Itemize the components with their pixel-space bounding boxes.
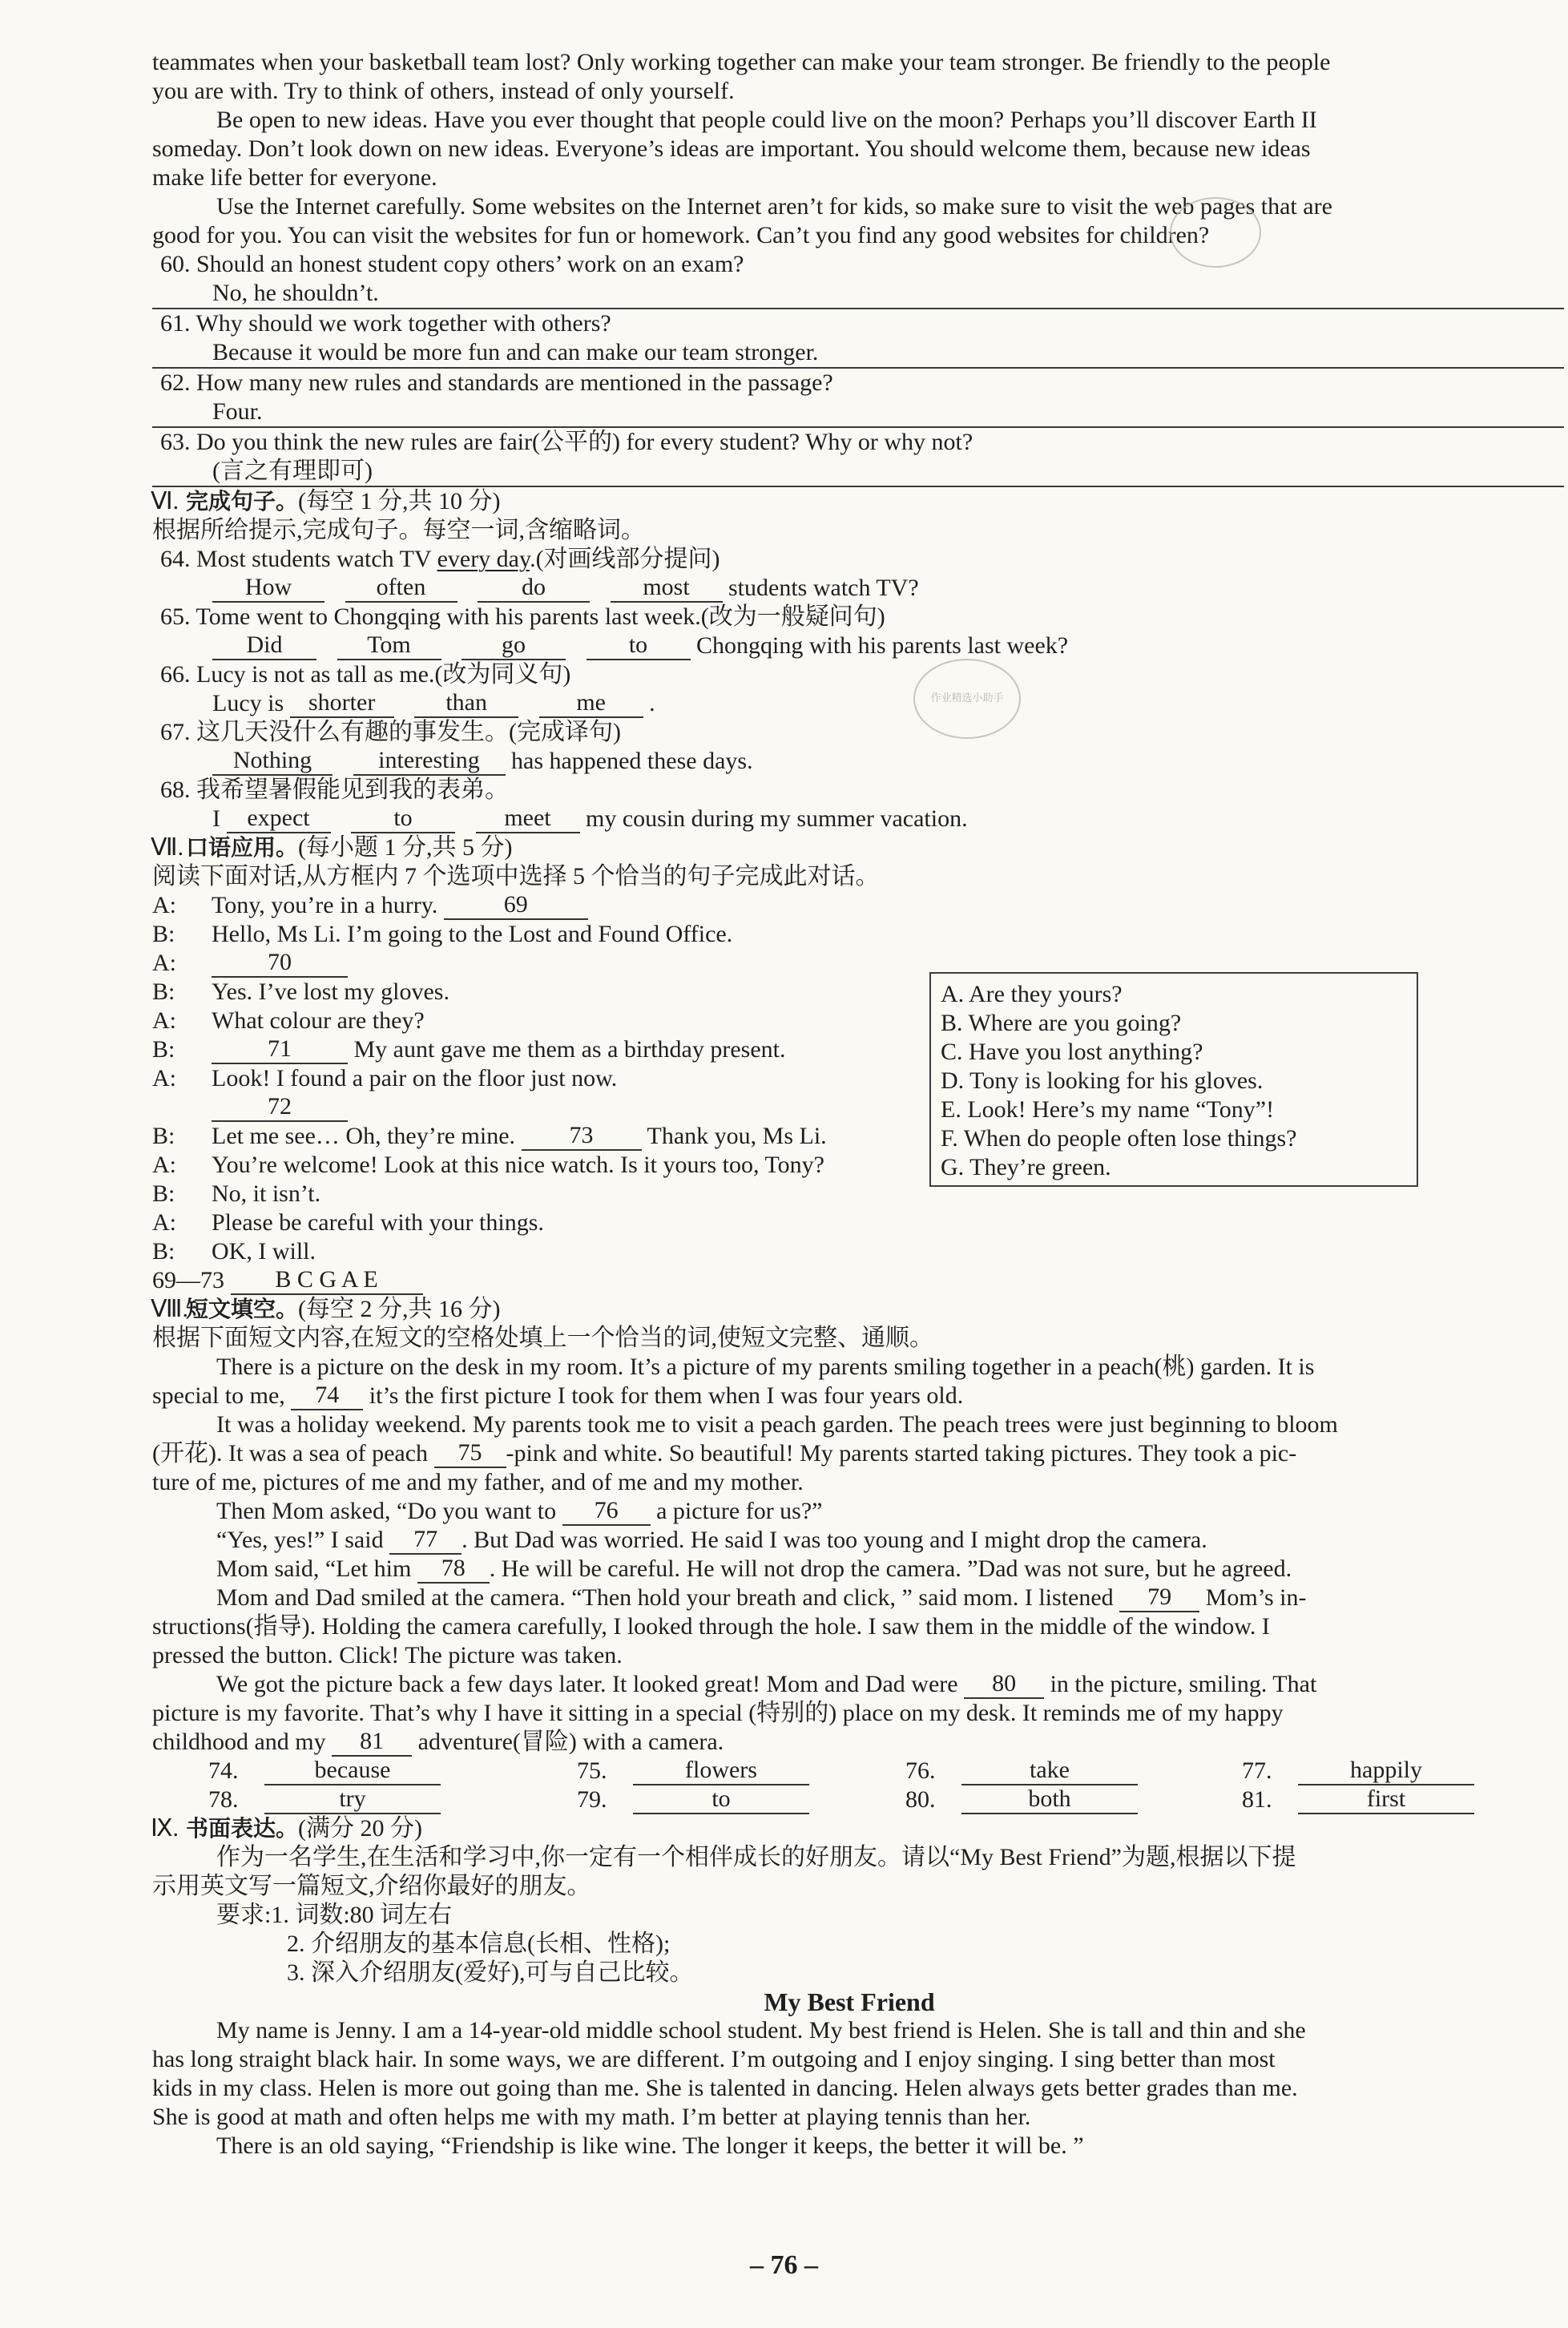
- cloze-line: “Yes, yes!” I said 77 . But Dad was worried. He said I was too young and I might drop the camera.: [216, 1526, 1207, 1553]
- writing-prompt: 作为一名学生,在生活和学习中,你一定有一个相伴成长的好朋友。请以“My Best Friend”为题,根据以下提: [216, 1844, 1296, 1870]
- answer-66: Lucy is shorter than me .: [212, 689, 655, 716]
- question-63: [152, 428, 1546, 457]
- answer-blank[interactable]: often: [345, 574, 458, 603]
- answer-blank[interactable]: to: [351, 805, 455, 833]
- cloze-answer-row: 74. because 75. flowers 76. take 77. happily: [152, 1757, 1546, 1785]
- watermark-stamp: 作业精选小助手: [913, 659, 1021, 739]
- section-heading: Ⅸ. 书面表达。(满分 20 分): [151, 1815, 422, 1842]
- dialogue-line: A: Please be careful with your things.: [152, 1209, 544, 1236]
- passage-line: teammates when your basketball team lost? Only working together can make your team stronger. Be friendly to the people: [152, 49, 1331, 75]
- cloze-answer[interactable]: flowers: [633, 1757, 809, 1785]
- answer-blank[interactable]: 69: [444, 891, 588, 920]
- cloze-answer[interactable]: happily: [1298, 1757, 1474, 1785]
- question-number: 62.: [160, 369, 191, 396]
- cloze-blank[interactable]: 78: [417, 1555, 490, 1584]
- cloze-line: childhood and my 81 adventure(冒险) with a camera.: [152, 1728, 724, 1755]
- cloze-line: structions(指导). Holding the camera carefully, I looked through the hole. I saw them in the middle of the window. I: [152, 1613, 1270, 1640]
- question-60: [152, 250, 1546, 279]
- section-8: [152, 1295, 1546, 1814]
- passage-line: someday. Don’t look down on new ideas. Everyone’s ideas are important. You should welcome them, because new ideas: [152, 135, 1311, 162]
- answer-blank[interactable]: interesting: [353, 747, 506, 776]
- answer-67: Nothing interesting has happened these days.: [152, 747, 1546, 776]
- answer-blank[interactable]: do: [478, 574, 590, 603]
- writing-requirement: 2. 介绍朋友的基本信息(长相、性格);: [287, 1931, 671, 1957]
- dialogue-line: B: OK, I will.: [152, 1238, 316, 1265]
- answer-blank[interactable]: go: [462, 631, 566, 660]
- dialogue-line: A: Tony, you’re in a hurry. 69: [152, 891, 1546, 920]
- cloze-answer[interactable]: to: [633, 1785, 809, 1814]
- answer-blank[interactable]: How: [212, 574, 324, 603]
- passage-line: you are with. Try to think of others, instead of only yourself.: [152, 78, 735, 104]
- answer-blank[interactable]: Did: [212, 631, 316, 660]
- dialogue-line: B: Hello, Ms Li. I’m going to the Lost and Found Office.: [152, 921, 733, 947]
- section-9: [152, 1814, 1546, 2161]
- dialogue-line: A: 70: [152, 949, 1546, 978]
- section-heading: Ⅶ. 口语应用。(每小题 1 分,共 5 分): [151, 834, 513, 861]
- essay-line: kids in my class. Helen is more out going than me. She is talented in dancing. Helen always gets better grades than me.: [152, 2075, 1298, 2101]
- question-text: Should an honest student copy others’ work on an exam?: [196, 251, 744, 277]
- question-64: 64. Most students watch TV every day.(对画线部分提问): [160, 546, 720, 572]
- cloze-line: Then Mom asked, “Do you want to 76 a picture for us?”: [216, 1497, 823, 1524]
- essay-line: There is an old saying, “Friendship is like wine. The longer it keeps, the better it will be. ”: [216, 2132, 1084, 2159]
- cloze-line: We got the picture back a few days later. It looked great! Mom and Dad were 80 in the picture, smiling. That: [216, 1670, 1317, 1697]
- essay-line: has long straight black hair. In some ways, we are different. I’m outgoing and I enjoy singing. I sing better than most: [152, 2046, 1276, 2072]
- cloze-line: special to me, 74 it’s the first picture I took for them when I was four years old.: [152, 1382, 964, 1409]
- answer-65: Did Tom go to Chongqing with his parents last week?: [152, 631, 1546, 660]
- cloze-line: picture is my favorite. That’s why I have it sitting in a special (特别的) place on my desk. It reminds me of my happy: [152, 1700, 1284, 1726]
- question-62: [152, 369, 1546, 397]
- question-65: 65. Tome went to Chongqing with his parents last week.(改为一般疑问句): [160, 603, 885, 630]
- section-instruction: 根据所给提示,完成句子。每空一词,含缩略词。: [152, 517, 645, 543]
- passage-line: Be open to new ideas. Have you ever thought that people could live on the moon? Perhaps you’ll discover Earth II: [216, 107, 1317, 133]
- question-text: Why should we work together with others?: [195, 310, 611, 337]
- cloze-answer-row: 78. try 79. to 80. both 81. first: [152, 1785, 1546, 1814]
- question-text: Do you think the new rules are fair(公平的) for every student? Why or why not?: [196, 429, 973, 455]
- passage-line: make life better for everyone.: [152, 164, 437, 191]
- answer-blank[interactable]: me: [539, 689, 643, 718]
- answer-blank[interactable]: to: [586, 631, 691, 660]
- passage-line: good for you. You can visit the websites for fun or homework. Can’t you find any good websites for children?: [152, 222, 1210, 248]
- answer-62: Four.: [152, 397, 1564, 428]
- cloze-answer[interactable]: try: [264, 1785, 441, 1814]
- page-number: – 76 –: [750, 2250, 818, 2280]
- cloze-blank[interactable]: 80: [964, 1670, 1044, 1699]
- answer-blank[interactable]: B C G A E: [231, 1266, 423, 1295]
- cloze-line: Mom said, “Let him 78 . He will be careful. He will not drop the camera. ”Dad was not sure, but he agreed.: [216, 1555, 1292, 1582]
- essay-line: My name is Jenny. I am a 14-year-old middle school student. My best friend is Helen. She is tall and thin and she: [216, 2017, 1306, 2044]
- cloze-blank[interactable]: 75: [434, 1439, 506, 1468]
- cloze-blank[interactable]: 81: [332, 1728, 412, 1757]
- answer-60: No, he shouldn’t.: [152, 279, 1564, 309]
- cloze-answers: [152, 1757, 1546, 1814]
- cloze-answer[interactable]: both: [961, 1785, 1138, 1814]
- options-box: [929, 972, 1418, 1187]
- answer-blank[interactable]: expect: [227, 805, 331, 833]
- reading-passage: [152, 48, 1546, 250]
- writing-requirement: 要求:1. 词数:80 词左右: [216, 1902, 453, 1928]
- answer-blank[interactable]: 72: [212, 1093, 348, 1122]
- question-number: 63.: [160, 429, 191, 455]
- answer-summary: 69—73 B C G A E: [152, 1266, 1546, 1295]
- dialogue-line: B: 71 My aunt gave me them as a birthday present.: [152, 1035, 786, 1063]
- answer-blank[interactable]: 70: [212, 949, 348, 978]
- section-heading: Ⅵ. 完成句子。(每空 1 分,共 10 分): [151, 488, 501, 514]
- question-66: 66. Lucy is not as tall as me.(改为同义句): [160, 661, 571, 688]
- cloze-line: ture of me, pictures of me and my father, and of me and my mother.: [152, 1469, 804, 1495]
- question-number: 61.: [160, 310, 191, 337]
- answer-blank[interactable]: Nothing: [212, 747, 333, 776]
- section-heading: Ⅷ.短文填空。(每空 2 分,共 16 分): [151, 1296, 501, 1322]
- question-68: 68. 我希望暑假能见到我的表弟。: [160, 777, 509, 803]
- question-list: [152, 250, 1546, 487]
- cloze-line: It was a holiday weekend. My parents took me to visit a peach garden. The peach trees were just beginning to bloom: [216, 1411, 1338, 1438]
- option-item: C. Have you lost anything?: [941, 1039, 1203, 1065]
- option-item: F. When do people often lose things?: [941, 1125, 1297, 1152]
- dialogue-line: B: No, it isn’t.: [152, 1180, 321, 1207]
- answer-blank[interactable]: meet: [476, 805, 580, 833]
- cloze-blank[interactable]: 74: [291, 1382, 363, 1410]
- question-67: 67. 这几天没什么有趣的事发生。(完成译句): [160, 719, 621, 745]
- question-text: How many new rules and standards are mentioned in the passage?: [196, 369, 833, 396]
- cloze-passage: [152, 1353, 1546, 1757]
- cloze-line: Mom and Dad smiled at the camera. “Then hold your breath and click, ” said mom. I listened 79 Mom’s in-: [216, 1584, 1307, 1611]
- dialogue-line: B: Yes. I’ve lost my gloves.: [152, 978, 449, 1005]
- cloze-blank[interactable]: 79: [1119, 1584, 1199, 1612]
- cloze-answer[interactable]: take: [961, 1757, 1138, 1785]
- dialogue-line: A: You’re welcome! Look at this nice watch. Is it yours too, Tony?: [152, 1152, 824, 1178]
- cloze-answer[interactable]: because: [264, 1757, 441, 1785]
- option-item: E. Look! Here’s my name “Tony”!: [941, 1096, 1275, 1123]
- essay-line: She is good at math and often helps me with my math. I’m better at playing tennis than her.: [152, 2104, 1031, 2130]
- answer-blank[interactable]: shorter: [290, 689, 394, 718]
- dialogue-line: A: What colour are they?: [152, 1007, 425, 1034]
- option-item: D. Tony is looking for his gloves.: [941, 1067, 1264, 1094]
- answer-blank[interactable]: Tom: [337, 631, 441, 660]
- writing-requirement: 3. 深入介绍朋友(爱好),可与自己比较。: [287, 1959, 694, 1986]
- section-instruction: 根据下面短文内容,在短文的空格处填上一个恰当的词,使短文完整、通顺。: [152, 1325, 933, 1351]
- answer-63: (言之有理即可): [152, 457, 1564, 487]
- question-61: [152, 309, 1546, 338]
- cloze-answer[interactable]: first: [1298, 1785, 1474, 1814]
- dialogue-line: B: Let me see… Oh, they’re mine. 73 Thank you, Ms Li.: [152, 1122, 827, 1149]
- essay-title: My Best Friend: [764, 1987, 935, 2016]
- cloze-blank[interactable]: 76: [562, 1497, 651, 1526]
- answer-61: Because it would be more fun and can make our team stronger.: [152, 338, 1564, 369]
- watermark-stamp: [1170, 197, 1261, 268]
- answer-68: I expect to meet my cousin during my summer vacation.: [212, 805, 968, 832]
- option-item: G. They’re green.: [941, 1154, 1111, 1180]
- cloze-blank[interactable]: 77: [389, 1526, 462, 1555]
- answer-blank[interactable]: 73: [522, 1122, 642, 1151]
- answer-blank[interactable]: 71: [212, 1035, 348, 1064]
- option-item: B. Where are you going?: [941, 1010, 1182, 1036]
- answer-blank[interactable]: most: [611, 574, 723, 603]
- section-6: [152, 487, 1546, 833]
- answer-blank[interactable]: than: [414, 689, 518, 718]
- writing-prompt: 示用英文写一篇短文,介绍你最好的朋友。: [152, 1873, 591, 1899]
- passage-line: Use the Internet carefully. Some websites on the Internet aren’t for kids, so make sure to visit the web pages that are: [216, 193, 1332, 220]
- cloze-line: (开花). It was a sea of peach 75 -pink and white. So beautiful! My parents started taking pictures. They took a pic-: [152, 1439, 1297, 1467]
- cloze-line: pressed the button. Click! The picture was taken.: [152, 1642, 623, 1668]
- dialogue-line: A: Look! I found a pair on the floor just now.: [152, 1065, 618, 1091]
- question-number: 60.: [160, 251, 191, 277]
- option-item: A. Are they yours?: [941, 981, 1123, 1007]
- section-instruction: 阅读下面对话,从方框内 7 个选项中选择 5 个恰当的句子完成此对话。: [152, 863, 880, 890]
- cloze-line: There is a picture on the desk in my room. It’s a picture of my parents smiling together in a peach(桃) garden. It is: [216, 1354, 1315, 1380]
- answer-64: How often do most students watch TV?: [152, 574, 1546, 603]
